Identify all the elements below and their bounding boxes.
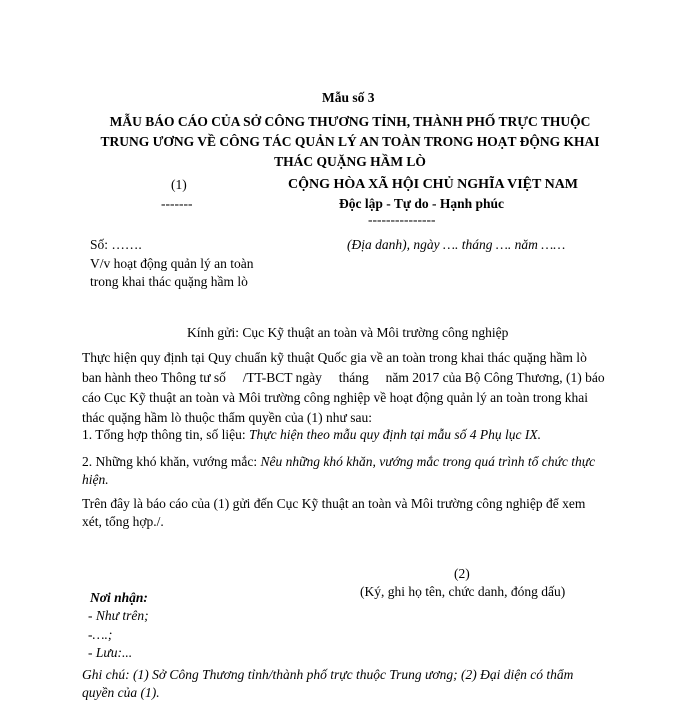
intro-line: thác quặng hầm lò thuộc thẩm quyền của (1) như sau: [82, 410, 372, 425]
national-motto: Độc lập - Tự do - Hạnh phúc [339, 196, 505, 211]
title-line: MẪU BÁO CÁO CỦA SỞ CÔNG THƯƠNG TỈNH, THÀNH PHỐ TRỰC THUỘC [109, 114, 591, 129]
document-title [60, 112, 640, 172]
intro-line: cáo Cục Kỹ thuật an toàn và Môi trường công nghiệp về hoạt động quản lý an toàn trong khai [82, 390, 588, 405]
national-heading: CỘNG HÒA XÃ HỘI CHỦ NGHĨA VIỆT NAM [288, 177, 579, 192]
closing-line: Trên đây là báo cáo của (1) gửi đến Cục Kỹ thuật an toàn và Môi trường công nghiệp để xem [82, 496, 586, 511]
note-line: Ghi chú: (1) Sở Công Thương tỉnh/thành phố trực thuộc Trung ương; (2) Đại diện có thẩm [82, 667, 574, 682]
recipients-item: - Như trên; [88, 608, 149, 623]
item-1 [82, 427, 541, 443]
recipient-line: Kính gửi: Cục Kỹ thuật an toàn và Môi trường công nghiệp [187, 325, 509, 340]
item-1-label: 1. Tổng hợp thông tin, số liệu: [82, 427, 250, 442]
subject-line: V/v hoạt động quản lý an toàn [90, 256, 254, 271]
recipients-heading: Nơi nhận: [90, 590, 148, 605]
item-2-label: 2. Những khó khăn, vướng mắc: [82, 454, 261, 469]
signature-label: (2) [454, 566, 470, 581]
intro-line: ban hành theo Thông tư số /TT-BCT ngày tháng năm 2017 của Bộ Công Thương, (1) báo [82, 370, 605, 385]
item-1-text: Thực hiện theo mẫu quy định tại mẫu số 4 Phụ lục IX. [249, 427, 541, 442]
issuer-label: (1) [171, 177, 187, 192]
signature-caption: (Ký, ghi họ tên, chức danh, đóng dấu) [360, 584, 566, 599]
recipients-item: -….; [88, 627, 113, 642]
title-line: TRUNG ƯƠNG VỀ CÔNG TÁC QUẢN LÝ AN TOÀN TRONG HOẠT ĐỘNG KHAI [100, 134, 600, 149]
document-number: Số: ……. [90, 237, 142, 252]
title-line: THÁC QUẶNG HẦM LÒ [274, 154, 426, 169]
subject-line: trong khai thác quặng hầm lò [90, 274, 248, 289]
item-2 [82, 454, 595, 470]
intro-line: Thực hiện quy định tại Quy chuẩn kỹ thuật Quốc gia về an toàn trong khai thác quặng hầm lò [82, 350, 587, 365]
intro-paragraph [82, 348, 622, 428]
place-date: (Địa danh), ngày …. tháng …. năm …… [347, 237, 566, 252]
item-2-text: Nêu những khó khăn, vướng mắc trong quá trình tổ chức thực [260, 454, 596, 469]
note-line: quyền của (1). [82, 685, 160, 700]
recipients-item: - Lưu:... [88, 645, 133, 660]
issuer-dashes: ------- [161, 196, 193, 211]
form-number: Mẫu số 3 [322, 90, 375, 105]
closing-line: xét, tổng hợp./. [82, 514, 164, 529]
motto-underline: --------------- [368, 212, 436, 227]
item-2-text-continued: hiện. [82, 472, 109, 487]
